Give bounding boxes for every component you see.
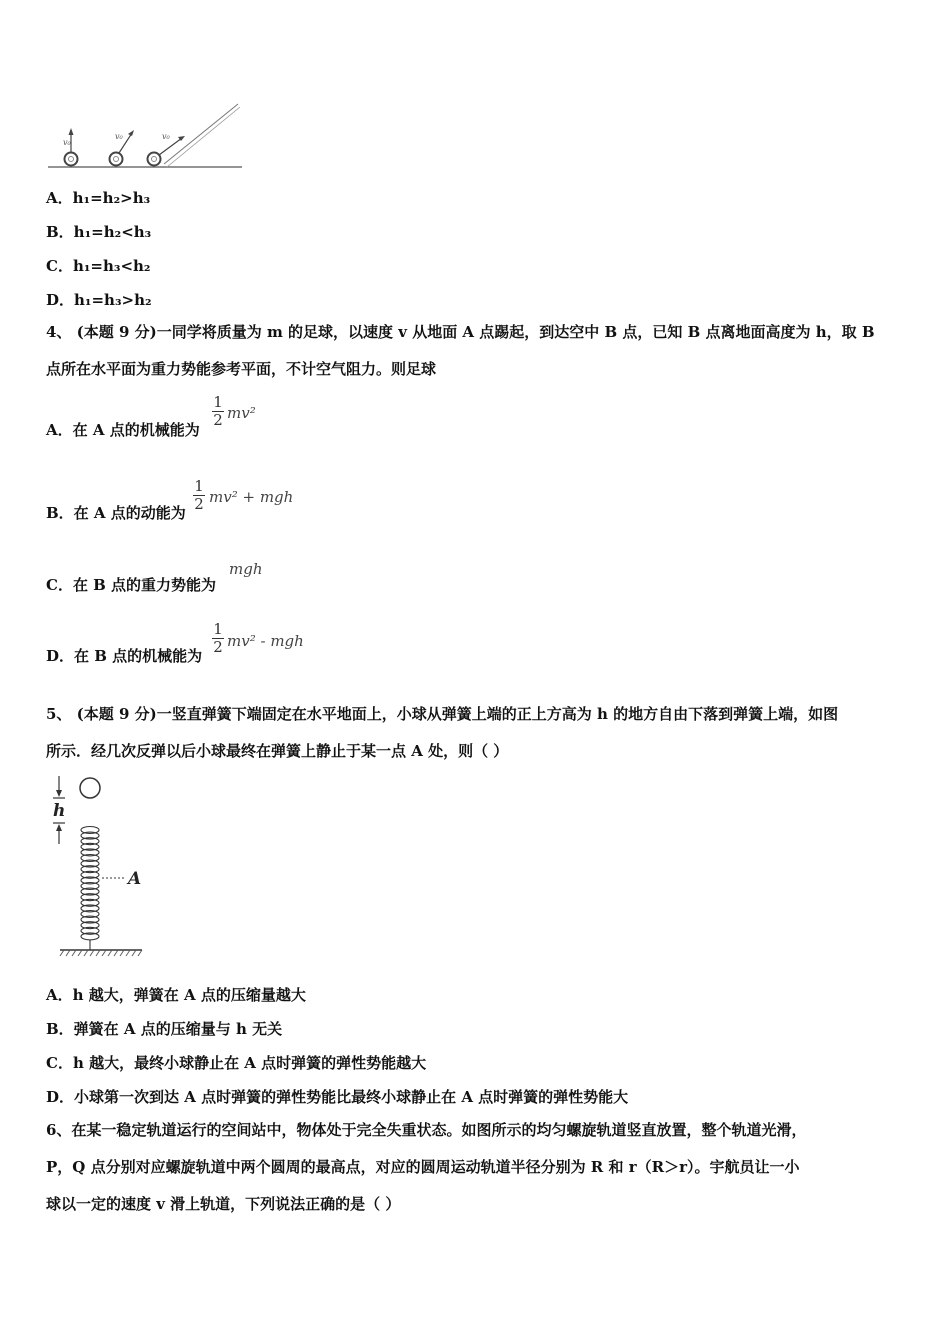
q5-stem-line1: 5、 (本题 9 分)一竖直弹簧下端固定在水平地面上，小球从弹簧上端的正上方高为 h 的地方自由下落到弹簧上端，如图 <box>46 705 839 723</box>
q6-stem-line1: 6、在某一稳定轨道运行的空间站中，物体处于完全失重状态。如图所示的均匀螺旋轨道竖直放置，整个轨道光滑， <box>46 1121 807 1139</box>
q3-figure <box>46 96 256 176</box>
q5-option-a: A．h 越大，弹簧在 A 点的压缩量越大 <box>46 986 306 1004</box>
q4-option-b: B．在 A 点的动能为 <box>46 504 186 522</box>
q4-option-a: A．在 A 点的机械能为 <box>46 421 200 439</box>
label-v0-2: v₀ <box>115 132 123 141</box>
q5-option-c: C．h 越大，最终小球静止在 A 点时弹簧的弹性势能越大 <box>46 1054 427 1072</box>
spring <box>81 827 99 951</box>
q4-option-a-fraction: 1 2 <box>213 393 223 429</box>
q3-option-b: B．h₁=h₂<h₃ <box>46 223 152 241</box>
ball-3 <box>148 153 161 166</box>
q4-stem-line2: 点所在水平面为重力势能参考平面，不计空气阻力。则足球 <box>46 360 437 378</box>
q4-stem <box>46 314 908 388</box>
q6-stem <box>46 1112 908 1223</box>
q4-option-d-fraction: 1 2 <box>213 620 223 656</box>
q4-option-c-expr: mgh <box>229 560 263 578</box>
ball-1 <box>65 153 78 166</box>
figure-label-a: A <box>128 869 142 889</box>
q6-stem-line2: P，Q 点分别对应螺旋轨道中两个圆周的最高点，对应的圆周运动轨道半径分别为 R 和 r（R＞r）。宇航员让一小 <box>46 1158 800 1176</box>
q5-stem-line2: 所示．经几次反弹以后小球最终在弹簧上静止于某一点 A 处，则（ ） <box>46 742 509 760</box>
figure-label-h: h <box>53 801 66 821</box>
q5-option-b: B．弹簧在 A 点的压缩量与 h 无关 <box>46 1020 283 1038</box>
label-v0-3: v₀ <box>162 132 170 141</box>
q5-stem <box>46 696 908 770</box>
q4-option-c: C．在 B 点的重力势能为 <box>46 576 217 594</box>
q4-option-a-expr: mv² <box>227 404 256 422</box>
label-v0-1: v₀ <box>63 138 71 147</box>
q5-figure <box>50 770 160 960</box>
falling-ball <box>80 778 100 798</box>
q4-option-b-fraction: 1 2 <box>194 477 204 513</box>
q3-option-d: D．h₁=h₃>h₂ <box>46 291 152 309</box>
ball-2 <box>110 153 123 166</box>
q4-stem-line1: 4、 (本题 9 分)一同学将质量为 m 的足球，以速度 v 从地面 A 点踢起，到达空中 B 点，已知 B 点离地面高度为 h，取 B <box>46 323 875 341</box>
q4-option-b-expr: mv² + mgh <box>209 488 294 506</box>
q4-option-d-expr: mv² - mgh <box>227 632 304 650</box>
q6-stem-line3: 球以一定的速度 v 滑上轨道，下列说法正确的是（ ） <box>46 1195 401 1213</box>
incline <box>164 104 238 164</box>
q3-option-c: C．h₁=h₃<h₂ <box>46 257 151 275</box>
q4-option-d: D．在 B 点的机械能为 <box>46 647 203 665</box>
q5-option-d: D．小球第一次到达 A 点时弹簧的弹性势能比最终小球静止在 A 点时弹簧的弹性势能大 <box>46 1088 629 1106</box>
q3-option-a: A．h₁=h₂>h₃ <box>46 189 151 207</box>
